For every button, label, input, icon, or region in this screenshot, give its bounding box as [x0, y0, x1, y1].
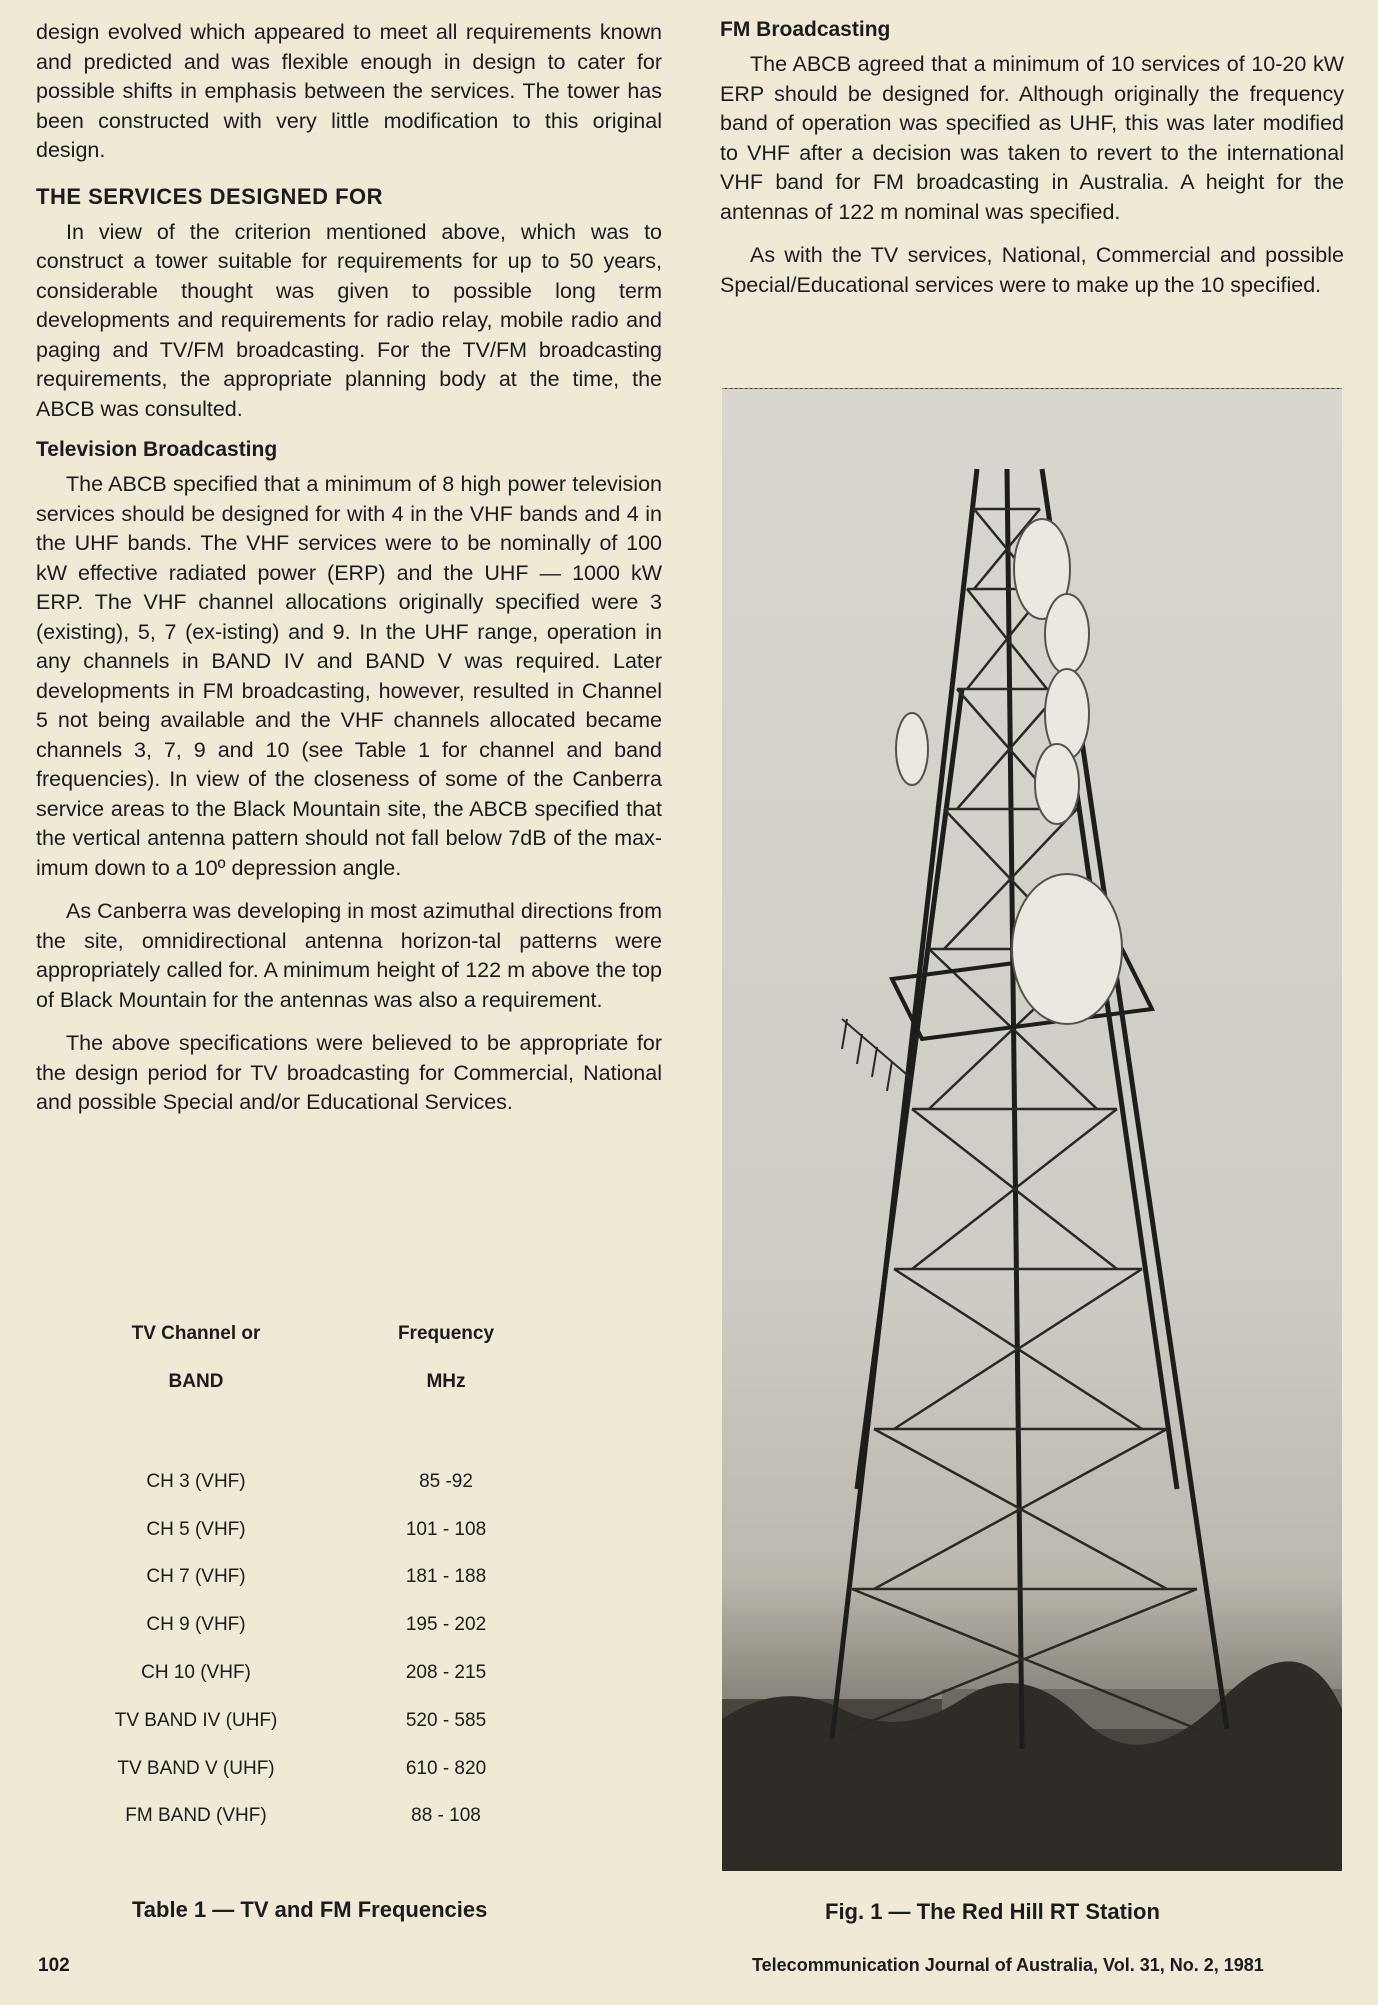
table-header-channel: TV Channel or BAND	[131, 1323, 261, 1392]
tv-paragraph-1: The ABCB specified that a minimum of 8 high power television services should be designed for with 4 in the VHF bands and 4 in the UHF bands. The VHF services were to be nominally of 100 kW effective radiated power (ERP) and the UHF — 1000 kW ERP. The VHF channel allocations originally specified were 3 (existing), 5, 7 (ex-isting) and 9. In the UHF range, operation in any channels in BAND IV and BAND V was required. Later developments in FM broadcasting, however, resulted in Channel 5 not being available and the VHF channels allocated became channels 3, 7, 9 and 10 (see Table 1 for channel and band frequencies). In view of the closeness of some of the Canberra service areas to the Black Mountain site, the ABCB specified that the vertical antenna pattern should not fall below 7dB of the max-imum down to a 10º depression angle.	[36, 472, 662, 880]
table-row: CH 9 (VHF) 195 - 202	[146, 1614, 487, 1636]
table-header	[36, 1310, 662, 1406]
fm-paragraph-2: As with the TV services, National, Commercial and possible Special/Educational services were to make up the 10 specified.	[720, 243, 1344, 297]
left-column	[36, 18, 662, 1132]
table-row: CH 3 (VHF) 85 -92	[146, 1470, 473, 1492]
tv-paragraph-2: As Canberra was developing in most azimuthal directions from the site, omnidirectional antenna horizon-tal patterns were appropriately called for. A minimum height of 122 m above the top of Black Mountain for the antennas was also a requirement.	[36, 899, 662, 1012]
journal-citation: Telecommunication Journal of Australia, Vol. 31, No. 2, 1981	[752, 1955, 1264, 1975]
table-row: TV BAND IV (UHF) 520 - 585	[114, 1709, 487, 1731]
table-row: CH 7 (VHF) 181 - 188	[146, 1566, 487, 1588]
page-number: 102	[38, 1955, 70, 1976]
intro-paragraph: design evolved which appeared to meet all requirements known and predicted and was flexible enough in design to cater for possible shifts in emphasis between the services. The tower has been constructed with very little modification to this original design.	[36, 20, 662, 162]
frequency-table	[36, 1310, 662, 1840]
figure-caption: Fig. 1 — The Red Hill RT Station	[825, 1899, 1160, 1924]
table-row: CH 5 (VHF) 101 - 108	[146, 1518, 487, 1540]
table-row: TV BAND V (UHF) 610 - 820	[117, 1757, 487, 1779]
fm-heading: FM Broadcasting	[720, 18, 891, 41]
yagi-antenna	[842, 1019, 912, 1091]
table-row: FM BAND (VHF) 88 - 108	[125, 1805, 481, 1827]
table-header-frequency: Frequency MHz	[397, 1323, 495, 1392]
table-row: CH 10 (VHF) 208 - 215	[141, 1662, 487, 1684]
tv-heading: Television Broadcasting	[36, 438, 278, 461]
tower-illustration	[722, 389, 1342, 1871]
tv-paragraph-3: The above specifications were believed to be appropriate for the design period for TV broadcasting for Commercial, National and possible Special and/or Educational Services.	[36, 1031, 662, 1114]
right-column	[720, 18, 1344, 314]
tower-photo	[722, 388, 1342, 1871]
services-paragraph: In view of the criterion mentioned above, which was to construct a tower suitable for requirements for up to 50 years, considerable thought was given to possible long term developments and requirements for radio relay, mobile radio and paging and TV/FM broadcasting. For the TV/FM broadcasting requirements, the appropriate planning body at the time, the ABCB was consulted.	[36, 219, 662, 421]
fm-paragraph-1: The ABCB agreed that a minimum of 10 services of 10-20 kW ERP should be designed for. Although originally the frequency band of operation was specified as UHF, this was later modified to VHF after a decision was taken to revert to the international VHF band for FM broadcasting in Australia. A height for the antennas of 122 m nominal was specified.	[720, 52, 1344, 224]
table-body	[36, 1458, 662, 1840]
table-caption: Table 1 — TV and FM Frequencies	[132, 1897, 488, 1922]
services-heading: THE SERVICES DESIGNED FOR	[36, 183, 384, 209]
bushes	[722, 1661, 1342, 1871]
